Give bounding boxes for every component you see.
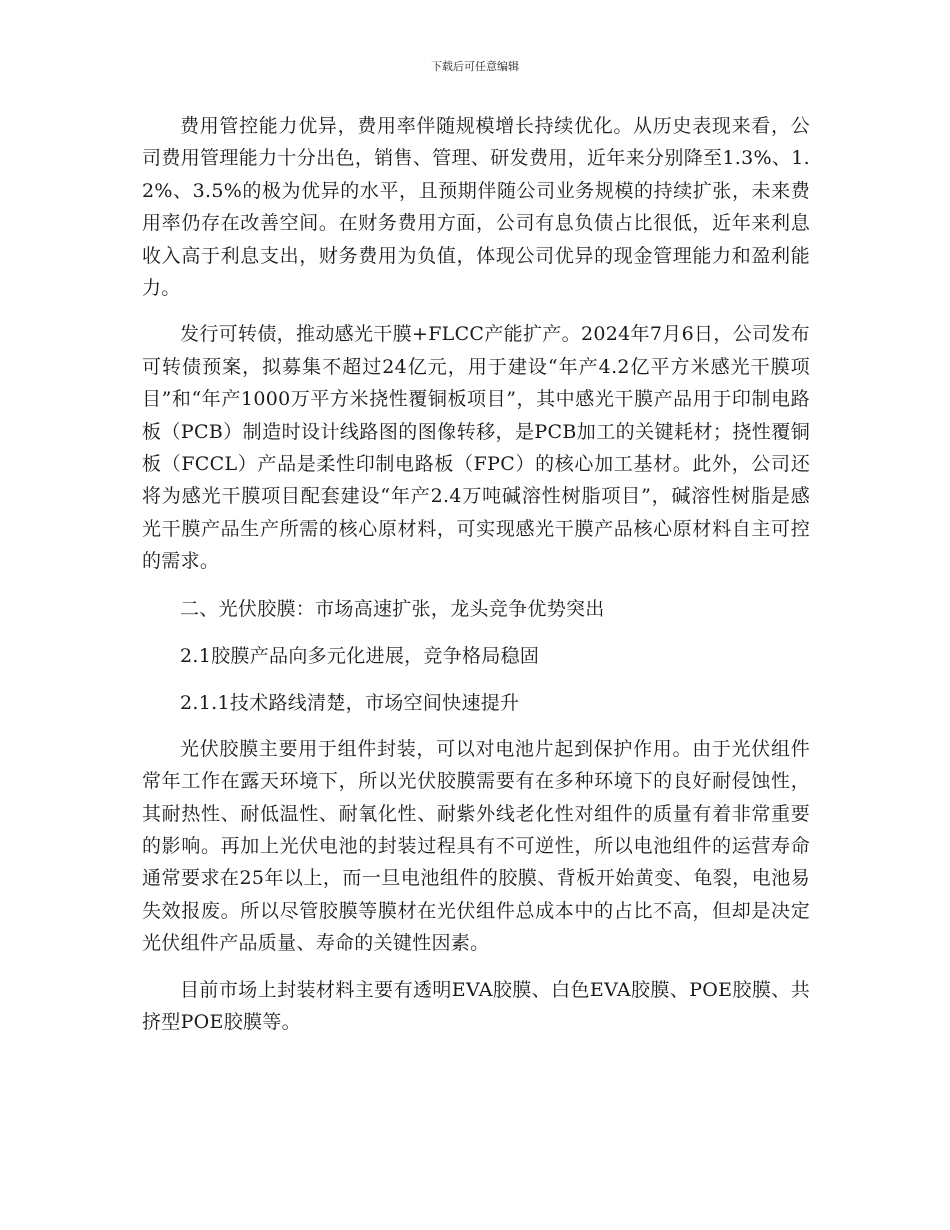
document-body xyxy=(142,110,810,1052)
subsubsection-heading: 2.1.1技术路线清楚，市场空间快速提升 xyxy=(180,691,520,714)
subsection-heading: 2.1胶膜产品向多元化进展，竞争格局稳固 xyxy=(180,644,540,667)
paragraph-encapsulation-materials: 目前市场上封装材料主要有透明EVA胶膜、白色EVA胶膜、POE胶膜、共挤型POE胶膜等。 xyxy=(142,978,810,1033)
paragraph-pv-film: 光伏胶膜主要用于组件封装，可以对电池片起到保护作用。由于光伏组件常年工作在露天环境下，所以光伏胶膜需要有在多种环境下的良好耐侵蚀性，其耐热性、耐低温性、耐氧化性、耐紫外线老化性对组件的质量有着非常重要的影响。再加上光伏电池的封装过程具有不可逆性，所以电池组件的运营寿命通常要求在25年以上，而一旦电池组件的胶膜、背板开始黄变、龟裂，电池易失效报废。所以尽管胶膜等膜材在光伏组件总成本中的占比不高，但却是决定光伏组件产品质量、寿命的关键性因素。 xyxy=(142,737,810,955)
paragraph-expense-control: 费用管控能力优异，费用率伴随规模增长持续优化。从历史表现来看，公司费用管理能力十分出色，销售、管理、研发费用，近年来分别降至1.3%、1.2%、3.5%的极为优异的水平，且预期伴随公司业务规模的持续扩张，未来费用率仍存在改善空间。在财务费用方面，公司有息负债占比很低，近年来利息收入高于利息支出，财务费用为负值，体现公司优异的现金管理能力和盈利能力。 xyxy=(142,115,810,300)
section-heading: 二、光伏胶膜：市场高速扩张，龙头竞争优势突出 xyxy=(180,597,605,620)
page-header: 下载后可任意编辑 xyxy=(431,60,519,73)
paragraph-convertible-bond: 发行可转债，推动感光干膜+FLCC产能扩产。2024年7月6日，公司发布可转债预案，拟募集不超过24亿元，用于建设“年产4.2亿平方米感光干膜项目”和“年产1000万平方米挠性覆铜板项目”，其中感光干膜产品用于印制电路板（PCB）制造时设计线路图的图像转移，是PCB加工的关键耗材；挠性覆铜板（FCCL）产品是柔性印制电路板（FPC）的核心加工基材。此外，公司还将为感光干膜项目配套建设“年产2.4万吨碱溶性树脂项目”，碱溶性树脂是感光干膜产品生产所需的核心原材料，可实现感光干膜产品核心原材料自主可控的需求。 xyxy=(142,323,810,573)
